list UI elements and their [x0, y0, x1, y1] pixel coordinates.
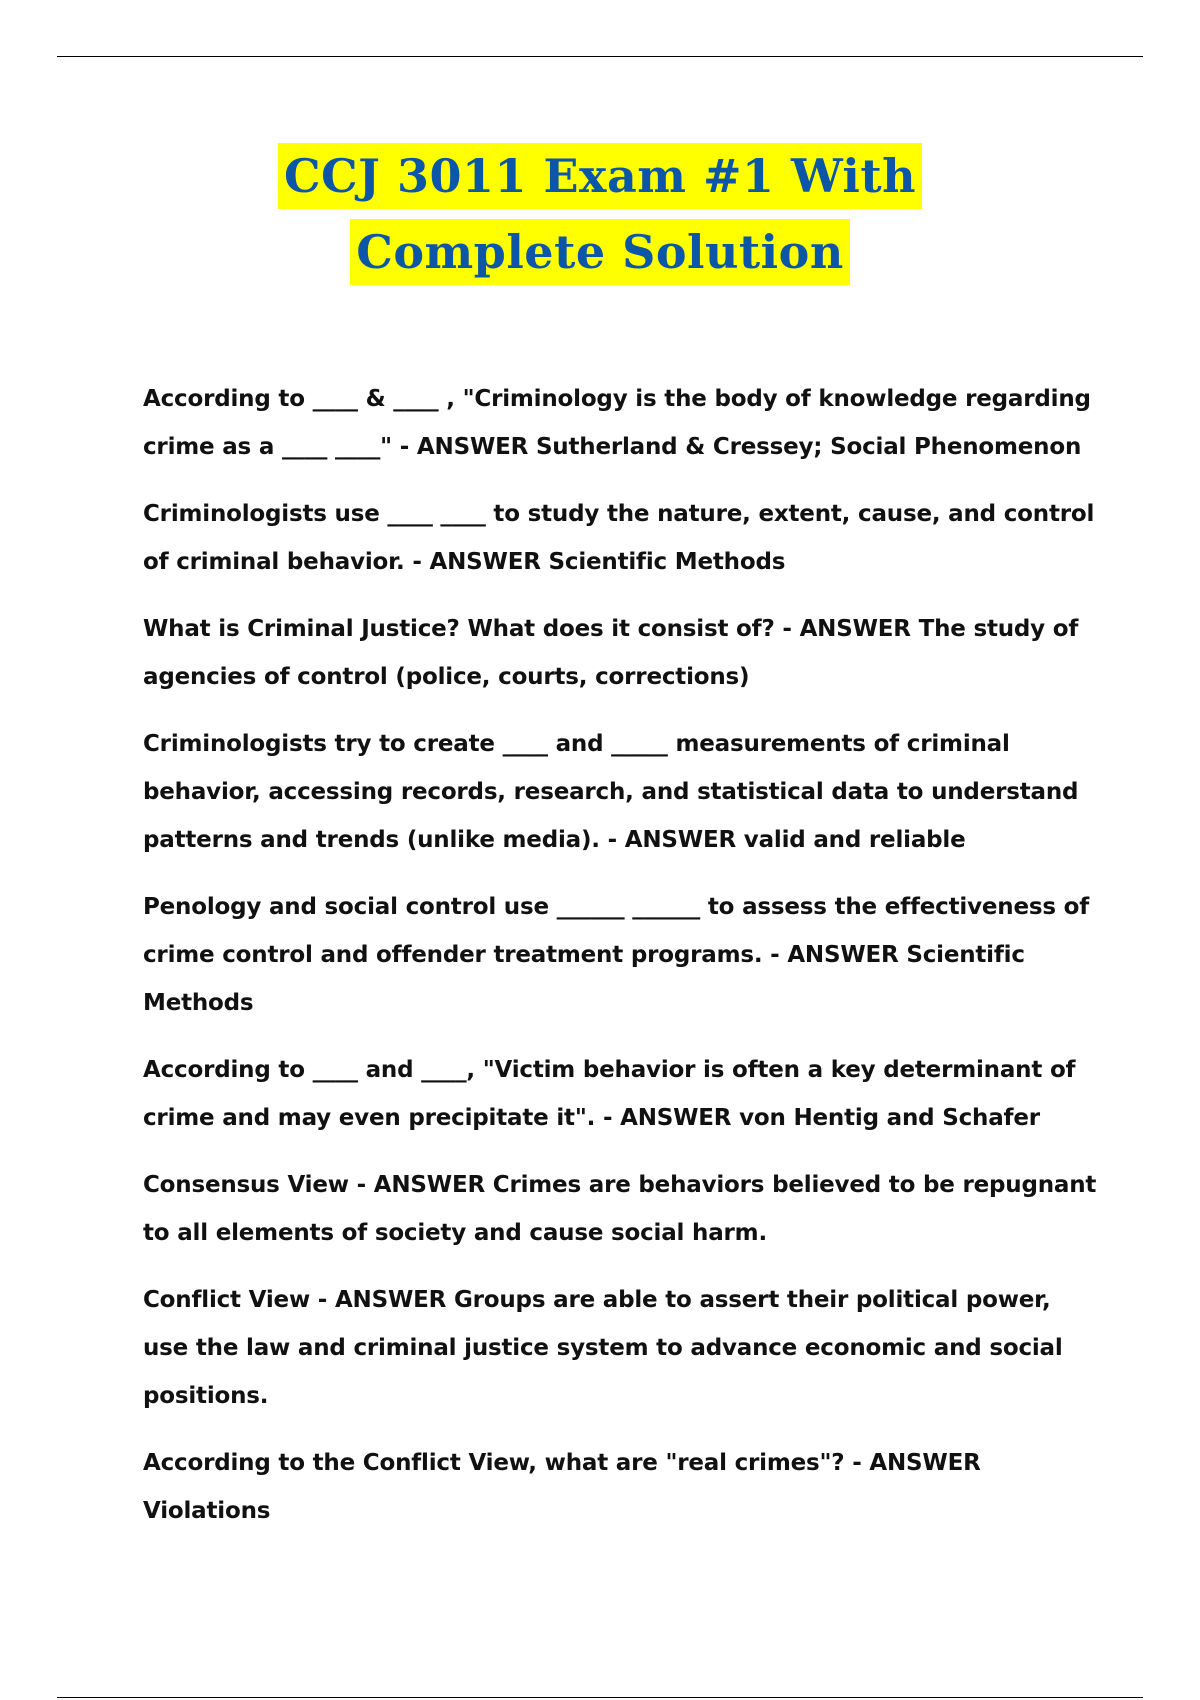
page-title: [0, 143, 1200, 295]
title-line-2: Complete Solution: [350, 219, 850, 285]
qa-item: According to ____ and ____, "Victim behavior is often a key determinant of crime and may even precipitate it". - ANSWER von Hentig and Schafer: [143, 1057, 1076, 1131]
bottom-rule: [57, 1697, 1143, 1698]
qa-list: [143, 375, 1098, 1554]
qa-item: Criminologists use ____ ____ to study the nature, extent, cause, and control of criminal behavior. - ANSWER Scientific Methods: [143, 501, 1095, 575]
qa-item: Criminologists try to create ____ and _____ measurements of criminal behavior, accessing records, research, and statistical data to understand patterns and trends (unlike media). - ANSWER valid and reliable: [143, 731, 1079, 853]
qa-item: According to ____ & ____ , "Criminology is the body of knowledge regarding crime as a ____ ____" - ANSWER Sutherland & Cressey; Social Phenomenon: [143, 386, 1091, 460]
qa-item: Penology and social control use ______ ______ to assess the effectiveness of crime control and offender treatment programs. - ANSWER Scientific Methods: [143, 894, 1090, 1016]
qa-item: Conflict View - ANSWER Groups are able to assert their political power, use the law and criminal justice system to advance economic and social positions.: [143, 1287, 1063, 1409]
top-rule: [57, 56, 1143, 57]
qa-item: Consensus View - ANSWER Crimes are behaviors believed to be repugnant to all elements of society and cause social harm.: [143, 1172, 1097, 1246]
qa-item: What is Criminal Justice? What does it consist of? - ANSWER The study of agencies of control (police, courts, corrections): [143, 616, 1079, 690]
title-line-1: CCJ 3011 Exam #1 With: [278, 143, 922, 209]
qa-item: According to the Conflict View, what are "real crimes"? - ANSWER Violations: [143, 1450, 981, 1524]
